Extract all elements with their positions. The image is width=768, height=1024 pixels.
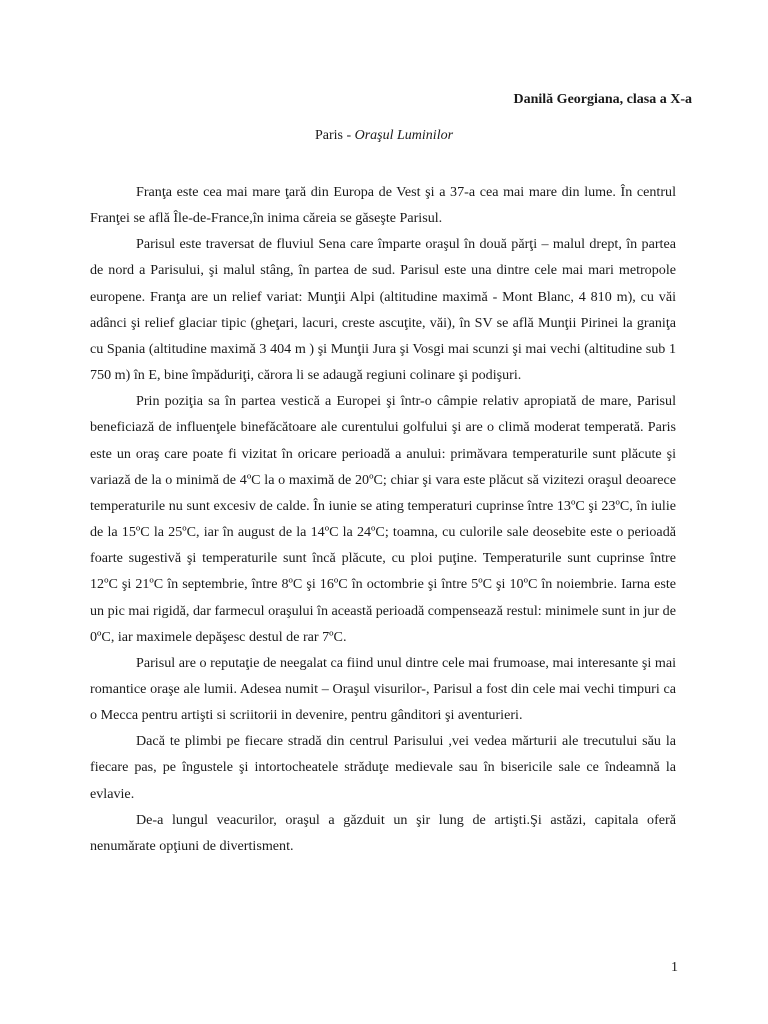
author-line: Danilă Georgiana, clasa a X-a	[513, 92, 692, 107]
document-body	[90, 179, 676, 859]
paragraph: Parisul este traversat de fluviul Sena care împarte oraşul în două părţi – malul drept, în partea de nord a Parisului, şi malul stâng, în partea de sud. Parisul este una dintre cele mai mari metropole europene. Franţa are un relief variat: Munţii Alpi (altitudine maximă - Mont Blanc, 4 810 m), cu văi adânci şi relief glaciar tipic (gheţari, lacuri, creste ascuţite, văi), în SV se află Munţii Pirinei la graniţa cu Spania (altitudine maximă 3 404 m ) şi Munţii Jura şi Vosgi mai scunzi şi mai vechi (altitudine sub 1 750 m) în E, bine împăduriţi, cărora li se adaugă regiuni colinare şi podişuri.	[90, 236, 676, 384]
title-plain: Paris -	[314, 128, 355, 143]
paragraph: De-a lungul veacurilor, oraşul a găzduit un şir lung de artişti.Şi astăzi, capitala oferă nenumărate opţiuni de divertisment.	[90, 811, 676, 854]
paragraph: Dacă te plimbi pe fiecare stradă din centrul Parisului ,vei vedea mărturii ale trecutului său la fiecare pas, pe îngustele şi intortocheatele străduţe medievale sau în bisericile sale ce îndeamnă la evlavie.	[90, 733, 676, 802]
paragraph: Prin poziţia sa în partea vestică a Europei şi într-o câmpie relativ apropiată de mare, Parisul beneficiază de influenţele binefăcătoare ale curentului golfului şi are o climă moderat temperată. Paris este un oraş care poate fi vizitat în oricare perioadă a anului: primăvara temperaturile sunt plăcute şi variază de la o minimă de 4ºC la o maximă de 20ºC; chiar şi vara este plăcut să vizitezi oraşul deoarece temperaturile nu sunt excesiv de calde. În iunie se ating temperaturi cuprinse între 13ºC şi 23ºC, în iulie de la 15ºC la 25ºC, iar în august de la 14ºC la 24ºC; toamna, cu culorile sale deosebite este o perioadă foarte sugestivă şi temperaturile sunt încă plăcute, cu ploi puţine. Temperaturile sunt cuprinse între 12ºC şi 21ºC în septembrie, între 8ºC şi 16ºC în octombrie şi între 5ºC şi 10ºC în noiembrie. Iarna este un pic mai rigidă, dar farmecul oraşului în această perioadă compensează restul: minimele sunt in jur de 0ºC, iar maximele depăşesc destul de rar 7ºC.	[90, 393, 676, 645]
paragraph: Parisul are o reputaţie de neegalat ca fiind unul dintre cele mai frumoase, mai interesante şi mai romantice oraşe ale lumii. Adesea numit – Oraşul visurilor-, Parisul a fost din cele mai vechi timpuri ca o Mecca pentru artişti si scriitorii in devenire, pentru gânditori şi aventurieri.	[90, 654, 676, 724]
document-title	[0, 128, 768, 144]
page-number: 1	[671, 960, 678, 975]
title-italic: Oraşul Luminilor	[354, 128, 454, 143]
paragraph: Franţa este cea mai mare ţară din Europa de Vest şi a 37-a cea mai mare din lume. În centrul Franţei se află Île-de-France,în inima căreia se găseşte Parisul.	[90, 184, 676, 227]
